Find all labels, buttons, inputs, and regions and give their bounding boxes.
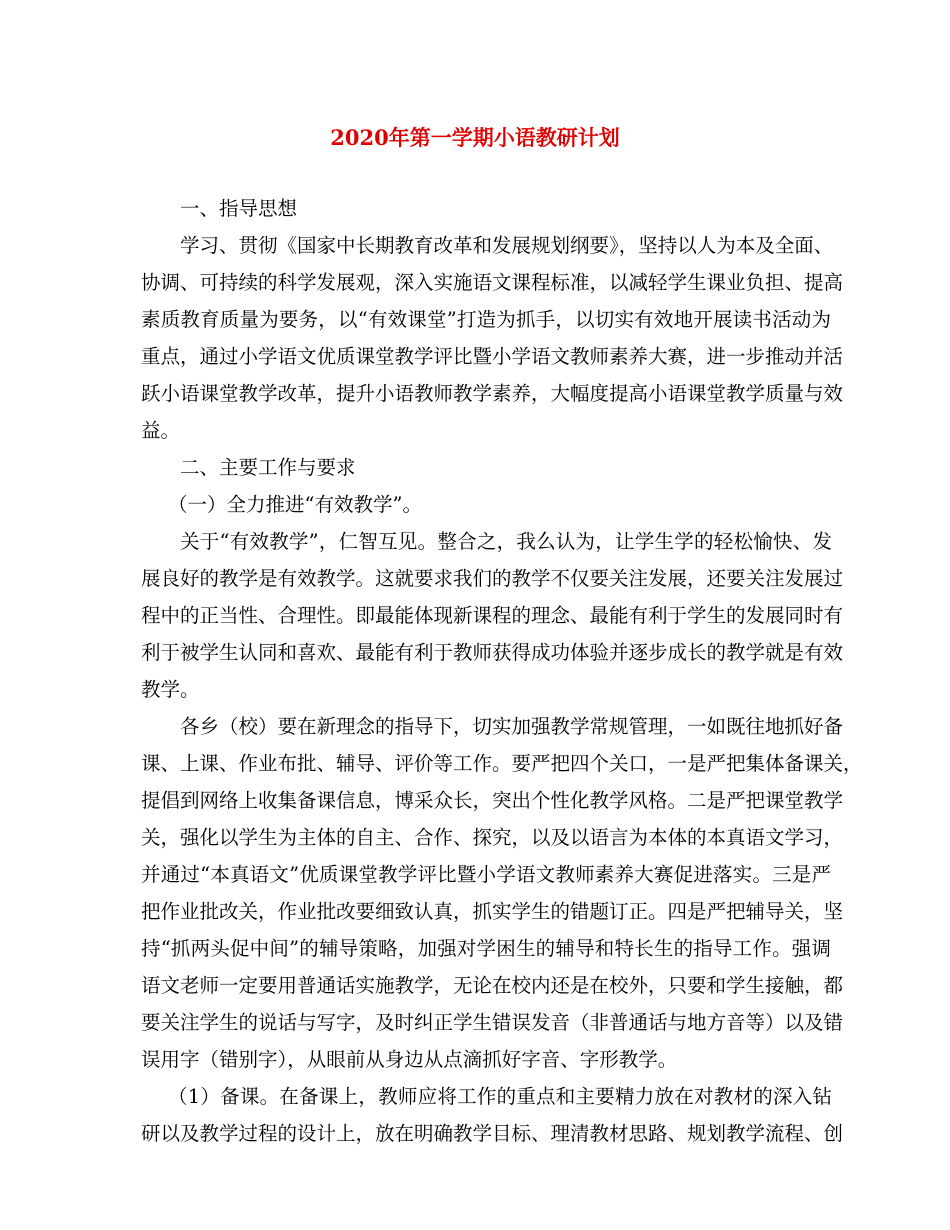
- section-heading-main-work: 二、主要工作与要求: [180, 456, 356, 479]
- paragraph-line: 跃小语课堂教学改革，提升小语教师教学素养，大幅度提高小语课堂教学质量与效: [141, 382, 844, 405]
- paragraph-line: 程中的正当性、合理性。即最能体现新课程的理念、最能有利于学生的发展同时有: [141, 604, 844, 627]
- paragraph-line: 展良好的教学是有效教学。这就要求我们的教学不仅要关注发展，还要关注发展过: [141, 567, 844, 590]
- paragraph-line: 教学。: [141, 678, 200, 701]
- subsection-heading-effective-teaching: （一）全力推进“有效教学”。: [168, 493, 422, 516]
- paragraph-line: 利于被学生认同和喜欢、最能有利于教师获得成功体验并逐步成长的教学就是有效: [141, 641, 844, 664]
- paragraph-line: 关，强化以学生为主体的自主、合作、探究，以及以语言为本体的本真语文学习，: [141, 826, 844, 849]
- paragraph-line: （1）备课。在备课上，教师应将工作的重点和主要精力放在对教材的深入钻: [168, 1085, 832, 1108]
- paragraph-line: 协调、可持续的科学发展观，深入实施语文课程标准，以减轻学生课业负担、提高: [141, 271, 844, 294]
- paragraph-line: 把作业批改关，作业批改要细致认真，抓实学生的错题订正。四是严把辅导关，坚: [141, 900, 844, 923]
- paragraph-line: 要关注学生的说话与写字，及时纠正学生错误发音（非普通话与地方音等）以及错: [141, 1011, 844, 1034]
- paragraph-line: 素质教育质量为要务，以“有效课堂”打造为抓手，以切实有效地开展读书活动为: [141, 308, 831, 331]
- paragraph-line: 持“抓两头促中间”的辅导策略，加强对学困生的辅导和特长生的指导工作。强调: [141, 937, 831, 960]
- section-heading-guiding-ideology: 一、指导思想: [180, 197, 298, 220]
- paragraph-line: 益。: [141, 419, 181, 442]
- document-title: 2020年第一学期小语教研计划: [330, 125, 620, 150]
- paragraph-line: 学习、贯彻《国家中长期教育改革和发展规划纲要》，坚持以人为本及全面、: [180, 234, 834, 257]
- paragraph-line: 研以及教学过程的设计上，放在明确教学目标、理清教材思路、规划教学流程、创: [141, 1122, 844, 1145]
- paragraph-line: 关于“有效教学”，仁智互见。整合之，我么认为，让学生学的轻松愉快、发: [180, 530, 832, 553]
- paragraph-line: 语文老师一定要用普通话实施教学，无论在校内还是在校外，只要和学生接触，都: [141, 974, 844, 997]
- paragraph-line: 误用字（错别字），从眼前从身边从点滴抓好字音、字形教学。: [141, 1048, 678, 1071]
- paragraph-line: 课、上课、作业布批、辅导、评价等工作。要严把四个关口，一是严把集体备课关，: [141, 752, 863, 775]
- paragraph-line: 提倡到网络上收集备课信息，博采众长，突出个性化教学风格。二是严把课堂教学: [141, 789, 844, 812]
- paragraph-line: 重点，通过小学语文优质课堂教学评比暨小学语文教师素养大赛，进一步推动并活: [141, 345, 844, 368]
- paragraph-line: 各乡（校）要在新理念的指导下，切实加强教学常规管理，一如既往地抓好备: [180, 715, 844, 738]
- paragraph-line: 并通过“本真语文”优质课堂教学评比暨小学语文教师素养大赛促进落实。三是严: [141, 863, 831, 886]
